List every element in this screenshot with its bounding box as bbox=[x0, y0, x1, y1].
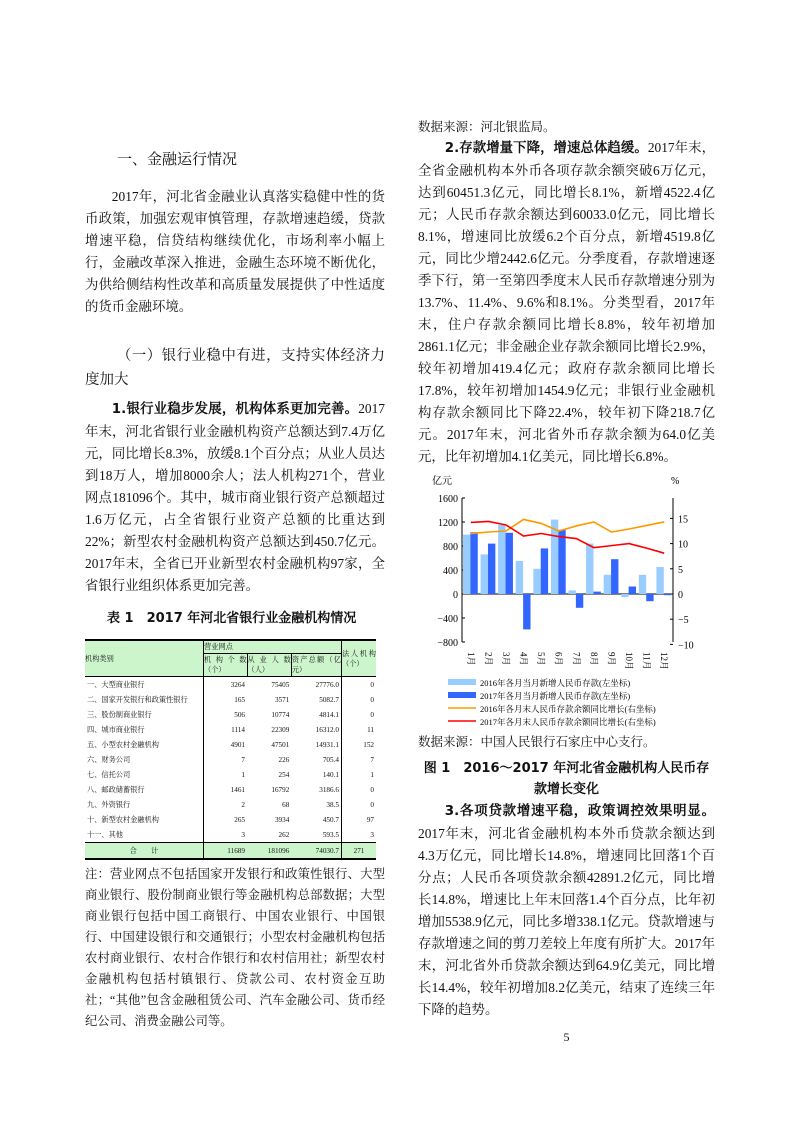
left-tick-label: −800 bbox=[437, 638, 458, 649]
table-cell: 七、信托公司 bbox=[87, 770, 131, 779]
table-cell: 0 bbox=[342, 797, 377, 812]
table-cell: 262 bbox=[278, 830, 290, 839]
table-row bbox=[85, 767, 376, 782]
table-cell: 97 bbox=[342, 812, 377, 827]
table-cell: 226 bbox=[278, 755, 290, 764]
table-row bbox=[85, 797, 376, 812]
x-tick-label: 6月 bbox=[553, 652, 564, 666]
right-tick-label: 10 bbox=[678, 539, 688, 551]
table-cell: 0 bbox=[342, 677, 377, 693]
table-cell: 7 bbox=[204, 752, 248, 767]
bar-2017 bbox=[541, 548, 548, 594]
table-cell: 1461 bbox=[204, 782, 248, 797]
bar-2017 bbox=[629, 587, 636, 595]
x-tick-label: 7月 bbox=[571, 652, 582, 666]
table-cell: 16312.0 bbox=[315, 725, 339, 734]
bar-2016 bbox=[586, 544, 593, 594]
paragraph-2 bbox=[418, 137, 715, 468]
table-cell: 11 bbox=[342, 722, 377, 737]
table-cell: 22309 bbox=[271, 725, 290, 734]
institutions-table bbox=[85, 639, 376, 860]
bar-2016 bbox=[498, 525, 505, 594]
table-cell: 2 bbox=[204, 797, 248, 812]
bar-2016 bbox=[604, 575, 611, 594]
table-row bbox=[85, 677, 376, 693]
bar-2016 bbox=[639, 575, 646, 594]
right-tick-label: 15 bbox=[678, 514, 688, 526]
bar-2017 bbox=[593, 592, 600, 594]
table-row bbox=[85, 692, 376, 707]
bar-2016 bbox=[569, 590, 576, 594]
table-cell: 593.5 bbox=[322, 830, 339, 839]
table-cell: 十、新型农村金融机构 bbox=[87, 815, 159, 824]
bar-2017 bbox=[470, 532, 477, 594]
bar-2016 bbox=[656, 567, 663, 594]
table-total-cell: 74030.7 bbox=[291, 843, 341, 860]
table-cell: 二、国家开发银行和政策性银行 bbox=[87, 695, 188, 704]
table-cell: 5082.7 bbox=[319, 695, 339, 704]
col-header-legal: 法人机构（个） bbox=[342, 640, 377, 677]
left-tick-label: 0 bbox=[453, 590, 458, 601]
x-tick-label: 3月 bbox=[500, 652, 511, 666]
table-cell: 3 bbox=[342, 827, 377, 843]
section-title: 一、金融运行情况 bbox=[117, 150, 238, 168]
bar-2017 bbox=[523, 594, 530, 629]
right-tick-label: −5 bbox=[678, 615, 689, 627]
table-cell: 三、股份制商业银行 bbox=[87, 710, 152, 719]
source-note-1: 数据来源：河北银监局。 bbox=[418, 120, 556, 134]
table-cell: 75405 bbox=[271, 680, 290, 689]
legend-label: 2016年各月当月新增人民币存款(左坐标) bbox=[480, 678, 631, 688]
table-row bbox=[85, 722, 376, 737]
table-cell: 38.5 bbox=[326, 800, 339, 809]
table-cell: 4901 bbox=[204, 737, 248, 752]
table-cell: 47501 bbox=[271, 740, 290, 749]
bar-2017 bbox=[576, 594, 583, 608]
left-unit-label: 亿元 bbox=[432, 476, 452, 487]
left-tick-label: −400 bbox=[437, 614, 458, 625]
col-header-group: 营业网点 bbox=[204, 640, 342, 654]
right-tick-label: −10 bbox=[678, 640, 694, 652]
col-header-category: 机构类别 bbox=[85, 640, 204, 677]
paragraph-3-heading: 3.各项贷款增速平稳，政策调控效果明显。 bbox=[444, 804, 715, 819]
table-cell: 14931.1 bbox=[315, 740, 339, 749]
table-total-cell: 181096 bbox=[247, 843, 291, 860]
table-cell: 165 bbox=[204, 692, 248, 707]
table-cell: 3 bbox=[204, 827, 248, 843]
table-cell: 四、城市商业银行 bbox=[87, 725, 145, 734]
table-row bbox=[85, 812, 376, 827]
right-tick-label: 5 bbox=[678, 564, 683, 576]
legend-swatch bbox=[448, 692, 476, 698]
bar-2017 bbox=[558, 530, 565, 594]
left-tick-label: 400 bbox=[443, 566, 458, 577]
table-cell: 五、小型农村金融机构 bbox=[87, 740, 159, 749]
col-header-staff: 从业人数（人） bbox=[247, 654, 291, 677]
legend-label: 2017年各月末人民币存款余额同比增长(右坐标) bbox=[480, 717, 656, 727]
intro-paragraph: 2017年，河北省金融业认真落实稳健中性的货币政策，加强宏观审慎管理，存款增速趋缓，贷款增速平稳，信贷结构继续优化，市场利率小幅上行，金融改革深入推进，金融生态环境不断优化，为供给侧结构性改革和高质量发展提供了中性适度的货币金融环境。 bbox=[85, 189, 385, 314]
table-row bbox=[85, 707, 376, 722]
paragraph-1 bbox=[85, 398, 385, 597]
table-cell: 六、财务公司 bbox=[87, 755, 131, 764]
right-column bbox=[418, 117, 715, 1045]
table-total-cell: 11689 bbox=[204, 843, 248, 860]
bar-2017 bbox=[664, 594, 671, 595]
table-cell: 一、大型商业银行 bbox=[87, 680, 145, 689]
table-cell: 4814.1 bbox=[319, 710, 339, 719]
right-tick-label: 0 bbox=[678, 590, 683, 601]
table-cell: 705.4 bbox=[322, 755, 339, 764]
bar-2016 bbox=[533, 569, 540, 594]
x-tick-label: 8月 bbox=[588, 652, 599, 666]
table-cell: 1 bbox=[342, 767, 377, 782]
x-tick-label: 10月 bbox=[624, 652, 635, 671]
table-cell: 1114 bbox=[204, 722, 248, 737]
bar-2016 bbox=[621, 594, 628, 597]
left-tick-label: 1600 bbox=[438, 494, 458, 505]
paragraph-3 bbox=[418, 800, 715, 1021]
legend-swatch bbox=[448, 679, 476, 685]
table-row bbox=[85, 782, 376, 797]
legend-label: 2016年各月末人民币存款余额同比增长(右坐标) bbox=[480, 704, 656, 714]
paragraph-3-body: 2017年末，河北省金融机构本外币贷款余额达到4.3万亿元，同比增长14.8%，增速同比回落1个百分点；人民币各项贷款余额42891.2亿元，同比增长14.8%，增速比上年末回落1.4个百分点，比年初增加5538.9亿元，同比多增338.1亿元。贷款增速与存款增速之间的剪刀差较上年度有所扩大。2017年末，河北省外币贷款余额达到64.9亿美元，同比增长14.4%，较年初增加8.2亿美元，结束了连续三年下降的趋势。 bbox=[418, 826, 715, 1017]
table-cell: 八、邮政储蓄银行 bbox=[87, 785, 145, 794]
subsection-title: （一）银行业稳中有进，支持实体经济力度加大 bbox=[85, 348, 385, 388]
table-cell: 3934 bbox=[274, 815, 290, 824]
right-unit-label: % bbox=[671, 476, 680, 487]
deposit-chart bbox=[418, 474, 715, 732]
table-cell: 3264 bbox=[204, 677, 248, 693]
x-tick-label: 2月 bbox=[483, 652, 494, 666]
bar-2017 bbox=[646, 594, 653, 601]
table-cell: 十一、其他 bbox=[87, 830, 123, 839]
table-caption: 表 1 2017 年河北省银行业金融机构情况 bbox=[107, 611, 357, 626]
left-tick-label: 1200 bbox=[438, 518, 458, 529]
bar-2016 bbox=[463, 535, 470, 594]
table-cell: 3186.6 bbox=[319, 785, 339, 794]
table-total-row bbox=[85, 843, 376, 860]
table-cell: 16792 bbox=[271, 785, 290, 794]
table-cell: 九、外资银行 bbox=[87, 800, 131, 809]
table-cell: 506 bbox=[204, 707, 248, 722]
table-cell: 450.7 bbox=[322, 815, 339, 824]
table-row bbox=[85, 752, 376, 767]
left-column bbox=[85, 148, 385, 1032]
x-tick-label: 11月 bbox=[641, 652, 652, 670]
x-tick-label: 9月 bbox=[606, 652, 617, 666]
table-cell: 0 bbox=[342, 707, 377, 722]
table-cell: 7 bbox=[342, 752, 377, 767]
bar-2017 bbox=[488, 544, 495, 594]
paragraph-1-heading: 1.银行业稳步发展，机构体系更加完善。 bbox=[111, 402, 359, 417]
paragraph-2-body: 2017年末，全省金融机构本外币各项存款余额突破6万亿元，达到60451.3亿元，同比增长8.1%，新增4522.4亿元；人民币存款余额达到60033.0亿元，同比增长8.1%，增速同比放缓6.2个百分点，新增4519.8亿元，同比少增2442.6亿元。分季度看，存款增速逐季下行，第一至第四季度末人民币存款增速分别为13.7%、11.4%、9.6%和8.1%。分类型看，2017年末，住户存款余额同比增长8.8%，较年初增加2861.1亿元；非金融企业存款余额同比增长2.9%，较年初增加419.4亿元；政府存款余额同比增长17.8%，较年初增加1454.9亿元；非银行业金融机构存款余额同比下降22.4%，较年初下降218.7亿元。2017年末，河北省外币存款余额为64.0亿美元，比年初增加4.1亿美元，同比增长6.8%。 bbox=[418, 140, 716, 464]
table-cell: 3571 bbox=[274, 695, 290, 704]
bar-2016 bbox=[481, 554, 488, 594]
page-number: 5 bbox=[563, 1030, 570, 1044]
bar-2017 bbox=[506, 533, 513, 594]
table-total-cell: 合 计 bbox=[85, 843, 204, 860]
table-cell: 0 bbox=[342, 692, 377, 707]
table-cell: 1 bbox=[204, 767, 248, 782]
x-tick-label: 1月 bbox=[465, 652, 476, 666]
legend-label: 2017年各月当月新增人民币存款(左坐标) bbox=[480, 691, 631, 701]
paragraph-1-body: 2017年末，河北省银行业金融机构资产总额达到7.4万亿元，同比增长8.3%，放缓8.1个百分点；从业人员达到18万人，增加8000余人；法人机构271个，营业网点181096个。其中，城市商业银行资产总额超过1.6万亿元，占全省银行业资产总额的比重达到22%；新型农村金融机构资产总额达到450.7亿元。2017年末，全省已开业新型农村金融机构97家，全省银行业组织体系更加完善。 bbox=[85, 401, 385, 593]
table-total-cell: 271 bbox=[342, 843, 377, 860]
table-row bbox=[85, 827, 376, 843]
bar-2016 bbox=[516, 561, 523, 594]
table-cell: 152 bbox=[342, 737, 377, 752]
table-cell: 140.1 bbox=[322, 770, 339, 779]
table-cell: 265 bbox=[204, 812, 248, 827]
table-cell: 27776.0 bbox=[315, 680, 339, 689]
table-cell: 10774 bbox=[271, 710, 290, 719]
bar-2017 bbox=[611, 559, 618, 594]
col-header-count: 机构个数（个） bbox=[204, 654, 248, 677]
x-tick-label: 12月 bbox=[659, 652, 670, 671]
x-tick-label: 5月 bbox=[536, 652, 547, 666]
x-tick-label: 4月 bbox=[518, 652, 529, 666]
table-row bbox=[85, 737, 376, 752]
table-cell: 0 bbox=[342, 782, 377, 797]
paragraph-2-heading: 2.存款增量下降，增速总体趋缓。 bbox=[444, 141, 648, 156]
left-tick-label: 800 bbox=[443, 542, 458, 553]
figure-caption: 图 1 2016～2017 年河北省金融机构人民币存款增长变化 bbox=[423, 761, 710, 797]
source-note-2: 数据来源：中国人民银行石家庄中心支行。 bbox=[418, 735, 656, 749]
table-cell: 254 bbox=[278, 770, 290, 779]
table-cell: 68 bbox=[282, 800, 290, 809]
col-header-assets: 资产总额（亿元） bbox=[291, 654, 341, 677]
table-note: 注：营业网点不包括国家开发银行和政策性银行、大型商业银行、股份制商业银行等金融机构总部数据；大型商业银行包括中国工商银行、中国农业银行、中国银行、中国建设银行和交通银行；小型农村金融机构包括农村商业银行、农村合作银行和农村信用社；新型农村金融机构包括村镇银行、贷款公司、农村资金互助社；“其他”包含金融租赁公司、汽车金融公司、货币经纪公司、消费金融公司等。 bbox=[85, 867, 385, 1028]
